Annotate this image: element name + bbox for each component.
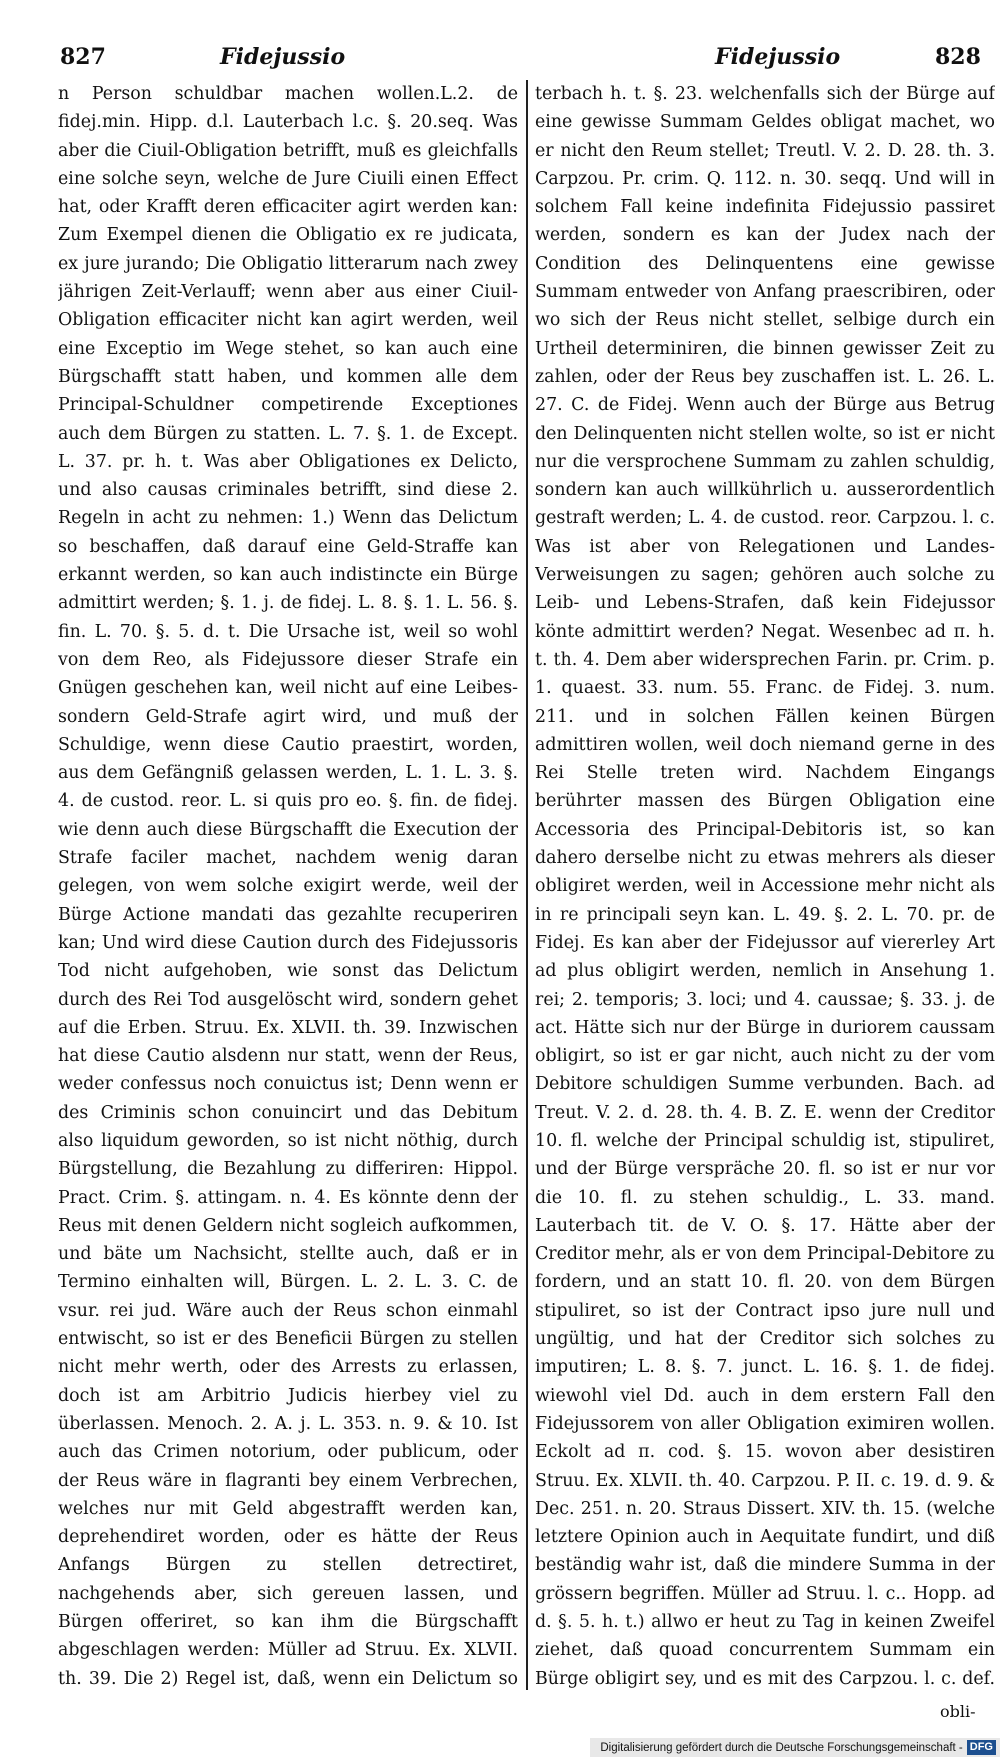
right-running-title: Fidejussio — [715, 44, 841, 70]
left-column-text: n Person schuldbar machen wollen.L.2. de fidej.min. Hipp. d.l. Lauterbach l.c. §. 20.seq. Was aber die Ciuil-Obligation betrifft, muß es gleichfalls eine solche seyn, welche de Jure Ciuili einen Effect hat, oder Krafft deren efficaciter agirt werden kan: Zum Exempel dienen die Obligatio ex re judicata, ex jure jurando; Die Obligatio litterarum nach zwey jährigen Zeit-Verlauff; wenn aber aus einer Ciuil-Obligation efficaciter nicht kan agirt werden, weil eine Exceptio im Wege stehet, so kan auch eine Bürgschafft statt haben, und kommen alle dem Principal-Schuldner competirende Exceptiones auch dem Bürgen zu statten. L. 7. §. 1. de Except. L. 37. pr. h. t. Was aber Obligationes ex Delicto, und also causas criminales betrifft, sind diese 2. Regeln in acht zu nehmen: 1.) Wenn das Delictum so beschaffen, daß darauf eine Geld-Straffe kan erkannt werden, so kan auch indistincte ein Bürge admittirt werden; §. 1. j. de fidej. L. 8. §. 1. L. 56. §. fin. L. 70. §. 5. d. t. Die Ursache ist, weil so wohl von dem Reo, als Fidejussore dieser Strafe ein Gnügen geschehen kan, weil nicht auf eine Leibes- sondern Geld-Strafe agirt wird, und muß der Schuldige, wenn diese Cautio praestirt, worden, aus dem Gefängniß gelassen werden, L. 1. L. 3. §. 4. de custod. reor. L. si quis pro eo. §. fin. de fidej. wie denn auch diese Bürgschafft die Execution der Strafe faciler machet, nachdem wenig daran gelegen, von wem solche exigirt werde, weil der Bürge Actione mandati das gezahlte recuperiren kan; Und wird diese Caution durch des Fidejussoris Tod nicht aufgehoben, wie sonst das Delictum durch des Rei Tod ausgelöscht wird, sondern gehet auf die Erben. Struu. Ex. XLVII. th. 39. Inzwischen hat diese Cautio alsdenn nur statt, wenn der Reus, weder confessus noch conuictus ist; Denn wenn er des Criminis schon conuincirt und das Debitum also liquidum geworden, so ist nicht nöthig, durch Bürgstellung, die Bezahlung zu differiren: Hippol. Pract. Crim. §. attingam. n. 4. Es könnte denn der Reus mit denen Geldern nicht sogleich aufkommen, und bäte um Nachsicht, stellte auch, daß er in Termino einhalten will, Bürgen. L. 2. L. 3. C. de vsur. rei jud. Wäre auch der Reus schon einmahl entwischt, so ist er des Beneficii Bürgen zu stellen nicht mehr werth, oder des Arrests zu erlassen, doch ist am Arbitrio Judicis hierbey viel zu überlassen. Menoch. 2. A. j. L. 353. n. 9. & 10. Ist auch das Crimen notorium, oder publicum, oder der Reus wäre in flagranti bey einem Verbrechen, welches nur mit Geld abgestrafft werden kan, deprehendiret worden, oder es hätte der Reus Anfangs Bürgen zu stellen detrectiret, nachgehends aber, sich gereuen lassen, und Bürgen offeriret, so kan ihm die Bürgschafft abgeschlagen werden: Müller ad Struu. Ex. XLVII. th. 39. Die 2) Regel ist, daß, wenn ein Delictum so — [58, 84, 518, 1689]
left-page-number: 827 — [60, 44, 106, 70]
footer-text: Digitalisierung gefördert durch die Deutsche Forschungsgemeinschaft - — [600, 1741, 963, 1754]
right-column — [535, 80, 995, 1695]
right-page-number: 828 — [935, 44, 981, 70]
digitization-footer — [590, 1738, 1000, 1757]
right-column-text: terbach h. t. §. 23. welchenfalls sich der Bürge auf eine gewisse Summam Geldes obligat machet, wo er nicht den Reum stellet; Treutl. V. 2. D. 28. th. 3. Carpzou. Pr. crim. Q. 112. n. 30. seqq. Und will in solchem Fall keine indefinita Fidejussio passiret werden, sondern es kan der Judex nach der Condition des Delinquentens eine gewisse Summam entweder von Anfang praescribiren, oder wo sich der Reus nicht stellet, selbige durch ein Urtheil determiniren, die binnen gewisser Zeit zu zahlen, oder der Reus bey zuschaffen ist. L. 26. L. 27. C. de Fidej. Wenn auch der Bürge aus Betrug den Delinquenten nicht stellen wolte, so ist er nicht nur die versprochene Summam zu zahlen schuldig, sondern kan auch willkührlich u. ausserordentlich gestraft werden; L. 4. de custod. reor. Carpzou. l. c. Was ist aber von Relegationen und Landes-Verweisungen zu sagen; gehören auch solche zu Leib- und Lebens-Strafen, daß kein Fidejussor könte admittirt werden? Negat. Wesenbec ad π. h. t. th. 4. Dem aber widersprechen Farin. pr. Crim. p. 1. quaest. 33. num. 55. Franc. de Fidej. 3. num. 211. und in solchen Fällen keinen Bürgen admittiren wollen, weil doch niemand gerne in des Rei Stelle treten wird. Nachdem Eingangs berührter massen des Bürgen Obligation eine Accessoria des Principal-Debitoris ist, so kan dahero derselbe nicht zu etwas mehrers als dieser obligiret werden, weil in Accessione mehr nicht als in re principali seyn kan. L. 49. §. 2. L. 70. pr. de Fidej. Es kan aber der Fidejussor auf viererley Art ad plus obligirt werden, nemlich in Ansehung 1. rei; 2. temporis; 3. loci; und 4. caussae; §. 33. j. de act. Hätte sich nur der Bürge in duriorem caussam obligirt, so ist er gar nicht, auch nicht zu der vom Debitore schuldigen Summe verbunden. Bach. ad Treut. V. 2. d. 28. th. 4. B. Z. E. wenn der Creditor 10. fl. welche der Principal schuldig ist, stipuliret, und der Bürge verspräche 20. fl. so ist er nur vor die 10. fl. zu stehen schuldig., L. 33. mand. Lauterbach tit. de V. O. §. 17. Hätte aber der Creditor mehr, als er von dem Principal-Debitore zu fordern, und an statt 10. fl. 20. von dem Bürgen stipuliret, so ist der Contract ipso jure null und ungültig, und hat der Creditor sich solches zu imputiren; L. 8. §. 7. junct. L. 16. §. 1. de fidej. wiewohl viel Dd. auch in dem erstern Fall den Fidejussorem von aller Obligation eximiren wollen. Eckolt ad π. cod. §. 15. wovon aber desistiren Struu. Ex. XLVII. th. 40. Carpzou. P. II. c. 19. d. 9. & Dec. 251. n. 20. Straus Dissert. XIV. th. 15. (welche letztere Opinion auch in Aequitate fundirt, und diß beständig wahr ist, daß die mindere Summa in der grössern begriffen. Müller ad Struu. l. c.. Hopp. ad d. §. 5. h. t.) allwo er heut zu Tag in keinen Zweifel ziehet, daß quoad concurrentem Summam ein Bürge obligirt sey, und es mit des Carpzou. l. c. def. — [535, 84, 995, 1689]
catchword: obli- — [940, 1702, 976, 1721]
dfg-logo-icon: DFG — [967, 1740, 996, 1755]
left-running-title: Fidejussio — [220, 44, 346, 70]
left-column — [58, 80, 518, 1695]
column-divider — [526, 80, 528, 1690]
page-header — [60, 44, 995, 84]
